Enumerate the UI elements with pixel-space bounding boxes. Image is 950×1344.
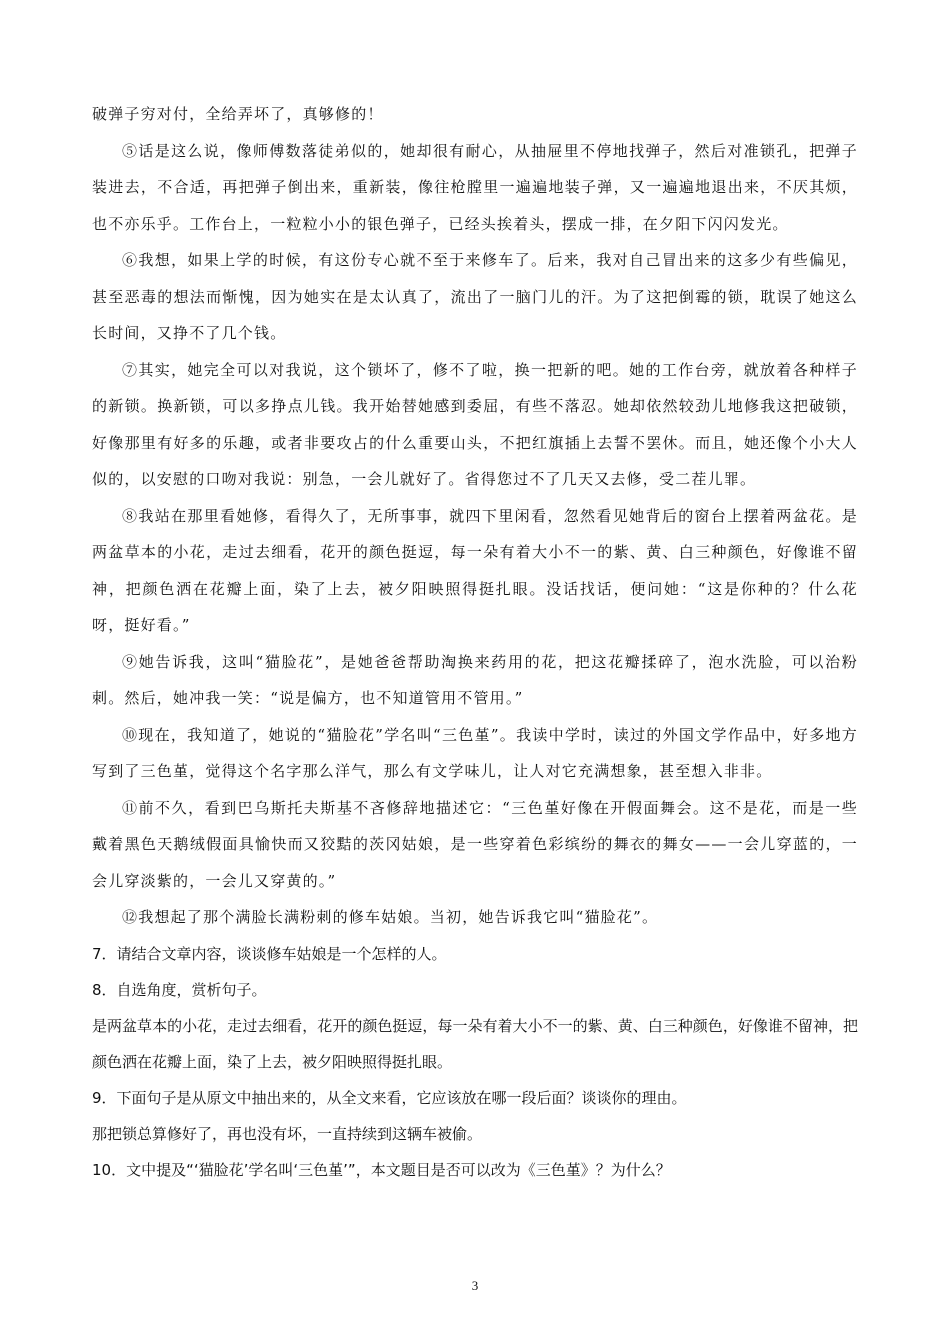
question-8-sentence: 是两盆草本的小花，走过去细看，花开的颜色挺逗，每一朵有着大小不一的紫、黄、白三种颜色，好像谁不留神，把颜色洒在花瓣上面，染了上去，被夕阳映照得挺扎眼。: [92, 1016, 858, 1071]
paragraph-continued: 破弹子穷对付，全给弄坏了，真够修的！: [92, 105, 384, 123]
page-number: 3: [471, 1278, 479, 1293]
question-8: 8．自选角度，赏析句子。: [92, 980, 267, 999]
questions-section: [92, 936, 858, 1188]
question-10: 10．文中提及“‘猫脸花’学名叫‘三色堇’”，本文题目是否可以改为《三色堇》？为什么？: [92, 1160, 671, 1179]
article-body: [92, 96, 858, 936]
question-9: 9．下面句子是从原文中抽出来的，从全文来看，它应该放在哪一段后面？谈谈你的理由。: [92, 1088, 687, 1107]
question-9-sentence: 那把锁总算修好了，再也没有坏，一直持续到这辆车被偷。: [92, 1124, 483, 1143]
paragraph-6: ⑥我想，如果上学的时候，有这份专心就不至于来修车了。后来，我对自己冒出来的这多少有些偏见，甚至恶毒的想法而惭愧，因为她实在是太认真了，流出了一脑门儿的汗。为了这把倒霉的锁，耽误了她这么长时间，又挣不了几个钱。: [92, 251, 858, 342]
paragraph-9: ⑨她告诉我，这叫“猫脸花”，是她爸爸帮助淘换来药用的花，把这花瓣揉碎了，泡水洗脸，可以治粉刺。然后，她冲我一笑：“说是偏方，也不知道管用不管用。”: [92, 652, 858, 707]
paragraph-7: ⑦其实，她完全可以对我说，这个锁坏了，修不了啦，换一把新的吧。她的工作台旁，就放着各种样子的新锁。换新锁，可以多挣点儿钱。我开始替她感到委屈，有些不落忍。她却依然较劲儿地修我这把破锁，好像那里有好多的乐趣，或者非要攻占的什么重要山头，不把红旗插上去誓不罢休。而且，她还像个小大人似的，以安慰的口吻对我说：别急，一会儿就好了。省得您过不了几天又去修，受二茬儿罪。: [92, 360, 858, 488]
document-page: [92, 96, 858, 1188]
paragraph-8: ⑧我站在那里看她修，看得久了，无所事事，就四下里闲看，忽然看见她背后的窗台上摆着两盆花。是两盆草本的小花，走过去细看，花开的颜色挺逗，每一朵有着大小不一的紫、黄、白三种颜色，好像谁不留神，把颜色洒在花瓣上面，染了上去，被夕阳映照得挺扎眼。没话找话，便问她：“这是你种的？什么花呀，挺好看。”: [92, 506, 858, 634]
question-7: 7．请结合文章内容，谈谈修车姑娘是一个怎样的人。: [92, 944, 447, 963]
paragraph-5: ⑤话是这么说，像师傅数落徒弟似的，她却很有耐心，从抽屉里不停地找弹子，然后对准锁孔，把弹子装进去，不合适，再把弹子倒出来，重新装，像往枪膛里一遍遍地装子弹，又一遍遍地退出来，不厌其烦，也不亦乐乎。工作台上，一粒粒小小的银色弹子，已经头挨着头，摆成一排，在夕阳下闪闪发光。: [92, 141, 858, 233]
paragraph-10: ⑩现在，我知道了，她说的“猫脸花”学名叫“三色堇”。我读中学时，读过的外国文学作品中，好多地方写到了三色堇，觉得这个名字那么洋气，那么有文学味儿，让人对它充满想象，甚至想入非非。: [92, 725, 858, 780]
paragraph-12: ⑫我想起了那个满脸长满粉刺的修车姑娘。当初，她告诉我它叫“猫脸花”。: [122, 908, 659, 926]
paragraph-11: ⑪前不久，看到巴乌斯托夫斯基不吝修辞地描述它：“三色堇好像在开假面舞会。这不是花，而是一些戴着黑色天鹅绒假面具愉快而又狡黠的茨冈姑娘，是一些穿着色彩缤纷的舞衣的舞女——一会儿穿蓝的，一会儿穿淡紫的，一会儿又穿黄的。”: [92, 798, 858, 890]
